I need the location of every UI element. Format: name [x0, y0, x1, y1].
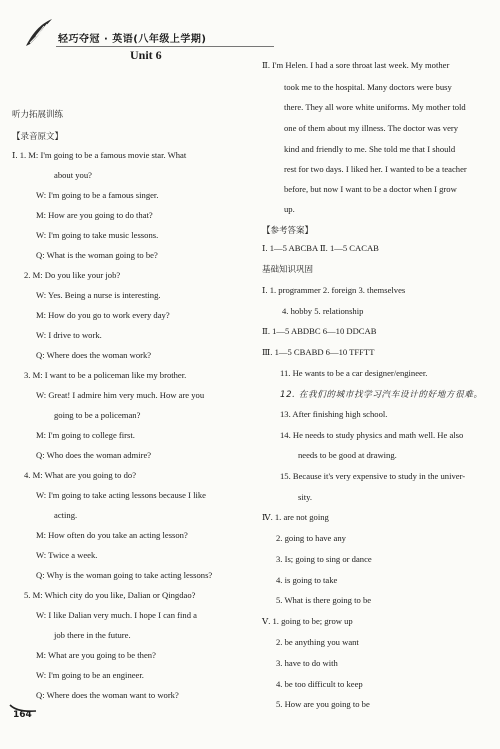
left-text-line: W: I'm going to take music lessons.	[36, 230, 159, 240]
left-text-line: M: What are you going to be then?	[36, 650, 156, 660]
left-text-line: W: I'm going to be a famous singer.	[36, 190, 159, 200]
left-text-line: W: Great! I admire him very much. How are you	[36, 390, 205, 400]
left-text-line: job there in the future.	[54, 630, 131, 640]
left-text-line: acting.	[54, 510, 78, 520]
left-text-line: W: I'm going to take acting lessons because I like	[36, 490, 206, 500]
left-text-line: about you?	[54, 170, 92, 180]
left-text-line: Q: Why is the woman going to take acting lessons?	[36, 570, 213, 580]
right-text-line: 3. have to do with	[276, 658, 338, 668]
right-text-line: 5. What is there going to be	[276, 595, 372, 605]
right-text-line: Ⅴ. 1. going to be; grow up	[262, 616, 353, 626]
right-text-line: one of them about my illness. The doctor was very	[284, 123, 459, 133]
right-text-line: needs to be good at drawing.	[298, 450, 397, 460]
page-header	[22, 16, 282, 50]
left-text-line: 2. M: Do you like your job?	[24, 270, 121, 280]
right-text-line: sity.	[298, 492, 313, 502]
right-text-line: 4. is going to take	[276, 575, 338, 585]
left-text-line: W: I drive to work.	[36, 330, 102, 340]
right-text-line: 15. Because it's very expensive to study in the univer-	[280, 471, 466, 481]
left-text-line: W: Twice a week.	[36, 550, 98, 560]
right-text-line: took me to the hospital. Many doctors were busy	[284, 82, 452, 92]
left-text-line: Q: Where does the woman work?	[36, 350, 152, 360]
right-text-line: 14. He needs to study physics and math well. He also	[280, 430, 464, 440]
right-text-line: 12. 在我们的城市找学习汽车设计的好地方很难。	[280, 390, 483, 400]
left-text-line: M: How are you going to do that?	[36, 210, 153, 220]
left-text-line: going to be a policeman?	[54, 410, 141, 420]
right-text-line: 13. After finishing high school.	[280, 409, 388, 419]
right-text-line: 4. be too difficult to keep	[276, 679, 363, 689]
right-text-line: there. They all wore white uniforms. My mother told	[284, 102, 466, 112]
right-text-line: rest for two days. I liked her. I wanted to be a teacher	[284, 164, 467, 174]
right-text-line: Ⅱ. I'm Helen. I had a sore throat last week. My mother	[262, 60, 450, 70]
left-text-line: M: How often do you take an acting lesson?	[36, 530, 188, 540]
right-text-line: Ⅰ. 1—5 ABCBA Ⅱ. 1—5 CACAB	[262, 243, 379, 253]
right-text-line: up.	[284, 204, 295, 214]
right-text-line: Ⅲ. 1—5 CBABD 6—10 TFFTT	[262, 347, 375, 357]
left-text-line: Q: What is the woman going to be?	[36, 250, 158, 260]
header-title: 轻巧夺冠 · 英语(八年级上学期)	[58, 34, 207, 45]
page-number-badge	[5, 704, 37, 724]
right-text-line: 4. hobby 5. relationship	[282, 306, 364, 316]
left-text-line: 3. M: I want to be a policeman like my brother.	[24, 370, 187, 380]
left-text-line: 听力拓展训练	[12, 110, 64, 120]
left-text-line: Q: Who does the woman admire?	[36, 450, 152, 460]
right-text-line: Ⅳ. 1. are not going	[262, 512, 329, 522]
left-text-line: 【录音原文】	[12, 132, 64, 142]
right-text-line: 【参考答案】	[262, 226, 314, 236]
left-text-line: 4. M: What are you going to do?	[24, 470, 137, 480]
right-text-line: Ⅱ. 1—5 ABDBC 6—10 DDCAB	[262, 326, 377, 336]
right-text-line: 3. Is; going to sing or dance	[276, 554, 372, 564]
left-text-line: Ⅰ. 1. M: I'm going to be a famous movie star. What	[12, 150, 187, 160]
right-text-line: 基础知识巩固	[262, 265, 314, 275]
quill-logo-icon	[22, 16, 56, 50]
left-text-line: W: I like Dalian very much. I hope I can find a	[36, 610, 197, 620]
right-text-line: 2. going to have any	[276, 533, 346, 543]
left-text-line: M: How do you go to work every day?	[36, 310, 170, 320]
left-text-line: M: I'm going to college first.	[36, 430, 135, 440]
left-text-line: W: I'm going to be an engineer.	[36, 670, 144, 680]
page-number: 164	[13, 710, 32, 720]
left-text-line: 5. M: Which city do you like, Dalian or Qingdao?	[24, 590, 196, 600]
right-text-line: kind and friendly to me. She told me that I should	[284, 144, 456, 154]
left-text-line: W: Yes. Being a nurse is interesting.	[36, 290, 161, 300]
right-text-line: Ⅰ. 1. programmer 2. foreign 3. themselves	[262, 285, 406, 295]
right-text-line: 2. be anything you want	[276, 637, 359, 647]
left-text-line: Q: Where does the woman want to work?	[36, 690, 179, 700]
right-text-line: before, but now I want to be a doctor when I grow	[284, 184, 457, 194]
unit-title: Unit 6	[130, 48, 162, 62]
header-divider	[56, 46, 274, 47]
right-text-line: 11. He wants to be a car designer/engineer.	[280, 368, 428, 378]
right-text-line: 5. How are you going to be	[276, 699, 370, 709]
